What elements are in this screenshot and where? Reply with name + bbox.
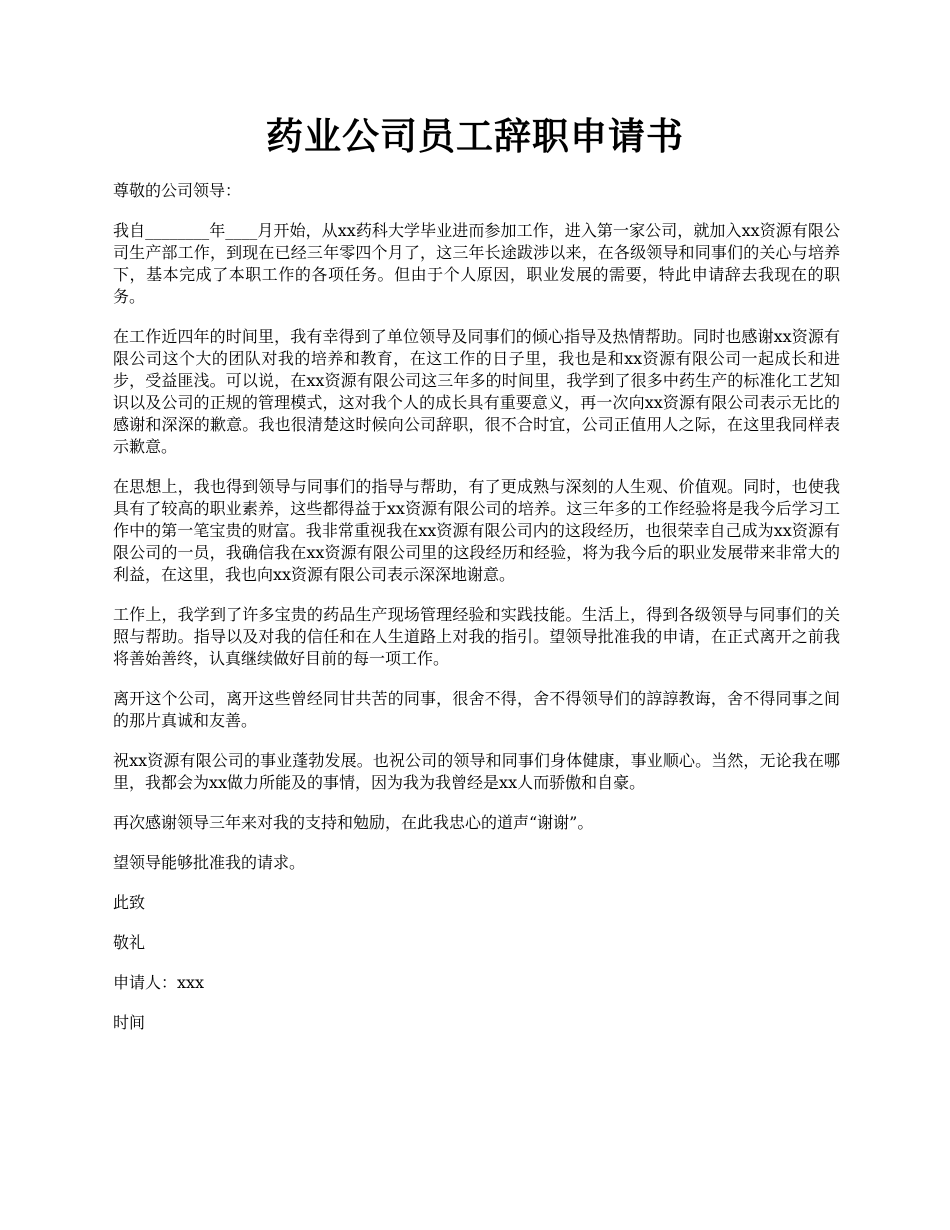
paragraph: 在思想上，我也得到领导与同事们的指导与帮助，有了更成熟与深刻的人生观、价值观。同时，也使我具有了较高的职业素养，这些都得益于xx资源有限公司的培养。这三年多的工作经验将是我今后学习工作中的第一笔宝贵的财富。我非常重视我在xx资源有限公司内的这段经历，也很荣幸自己成为xx资源有限公司的一员，我确信我在xx资源有限公司里的这段经历和经验，将为我今后的职业发展带来非常大的利益，在这里，我也向xx资源有限公司表示深深地谢意。 (113, 477, 840, 584)
document-title: 药业公司员工辞职申请书 (266, 114, 684, 158)
paragraph: 离开这个公司，离开这些曾经同甘共苦的同事，很舍不得，舍不得领导们的諄諄教诲，舍不得同事之间的那片真诚和友善。 (113, 689, 840, 730)
paragraph: 望领导能够批准我的请求。 (113, 853, 306, 872)
paragraph: 祝xx资源有限公司的事业蓬勃发展。也祝公司的领导和同事们身体健康，事业顺心。当然，无论我在哪里，我都会为xx做力所能及的事情，因为我为我曾经是xx人而骄傲和自豪。 (113, 751, 840, 792)
paragraph: 我自________年____月开始，从xx药科大学毕业进而参加工作，进入第一家公司，就加入xx资源有限公司生产部工作，到现在已经三年零四个月了，这三年长途跋涉以来，在各级领导和同事们的关心与培养下，基本完成了本职工作的各项任务。但由于个人原因，职业发展的需要，特此申请辞去我现在的职务。 (113, 221, 840, 306)
closing-line-1: 此致 (113, 893, 146, 912)
paragraph: 再次感谢领导三年来对我的支持和勉励，在此我忠心的道声“谢谢”。 (113, 813, 594, 832)
time-line: 时间 (113, 1013, 146, 1032)
paragraph: 工作上，我学到了许多宝贵的药品生产现场管理经验和实践技能。生活上，得到各级领导与同事们的关照与帮助。指导以及对我的信任和在人生道路上对我的指引。望领导批准我的申请，在正式离开之前我将善始善终，认真继续做好目前的每一项工作。 (113, 605, 840, 668)
applicant-line: 申请人：xxx (113, 973, 205, 992)
document-body (113, 180, 840, 1052)
paragraph: 在工作近四年的时间里，我有幸得到了单位领导及同事们的倾心指导及热情帮助。同时也感谢xx资源有限公司这个大的团队对我的培养和教育，在这工作的日子里，我也是和xx资源有限公司一起成长和进步，受益匪浅。可以说，在xx资源有限公司这三年多的时间里，我学到了很多中药生产的标准化工艺知识以及公司的正规的管理模式，这对我个人的成长具有重要意义，再一次向xx资源有限公司表示无比的感谢和深深的歉意。我也很清楚这时候向公司辞职，很不合时宜，公司正值用人之际，在这里我同样表示歉意。 (113, 327, 840, 456)
closing-line-2: 敬礼 (113, 933, 146, 952)
salutation: 尊敬的公司领导： (113, 181, 242, 200)
